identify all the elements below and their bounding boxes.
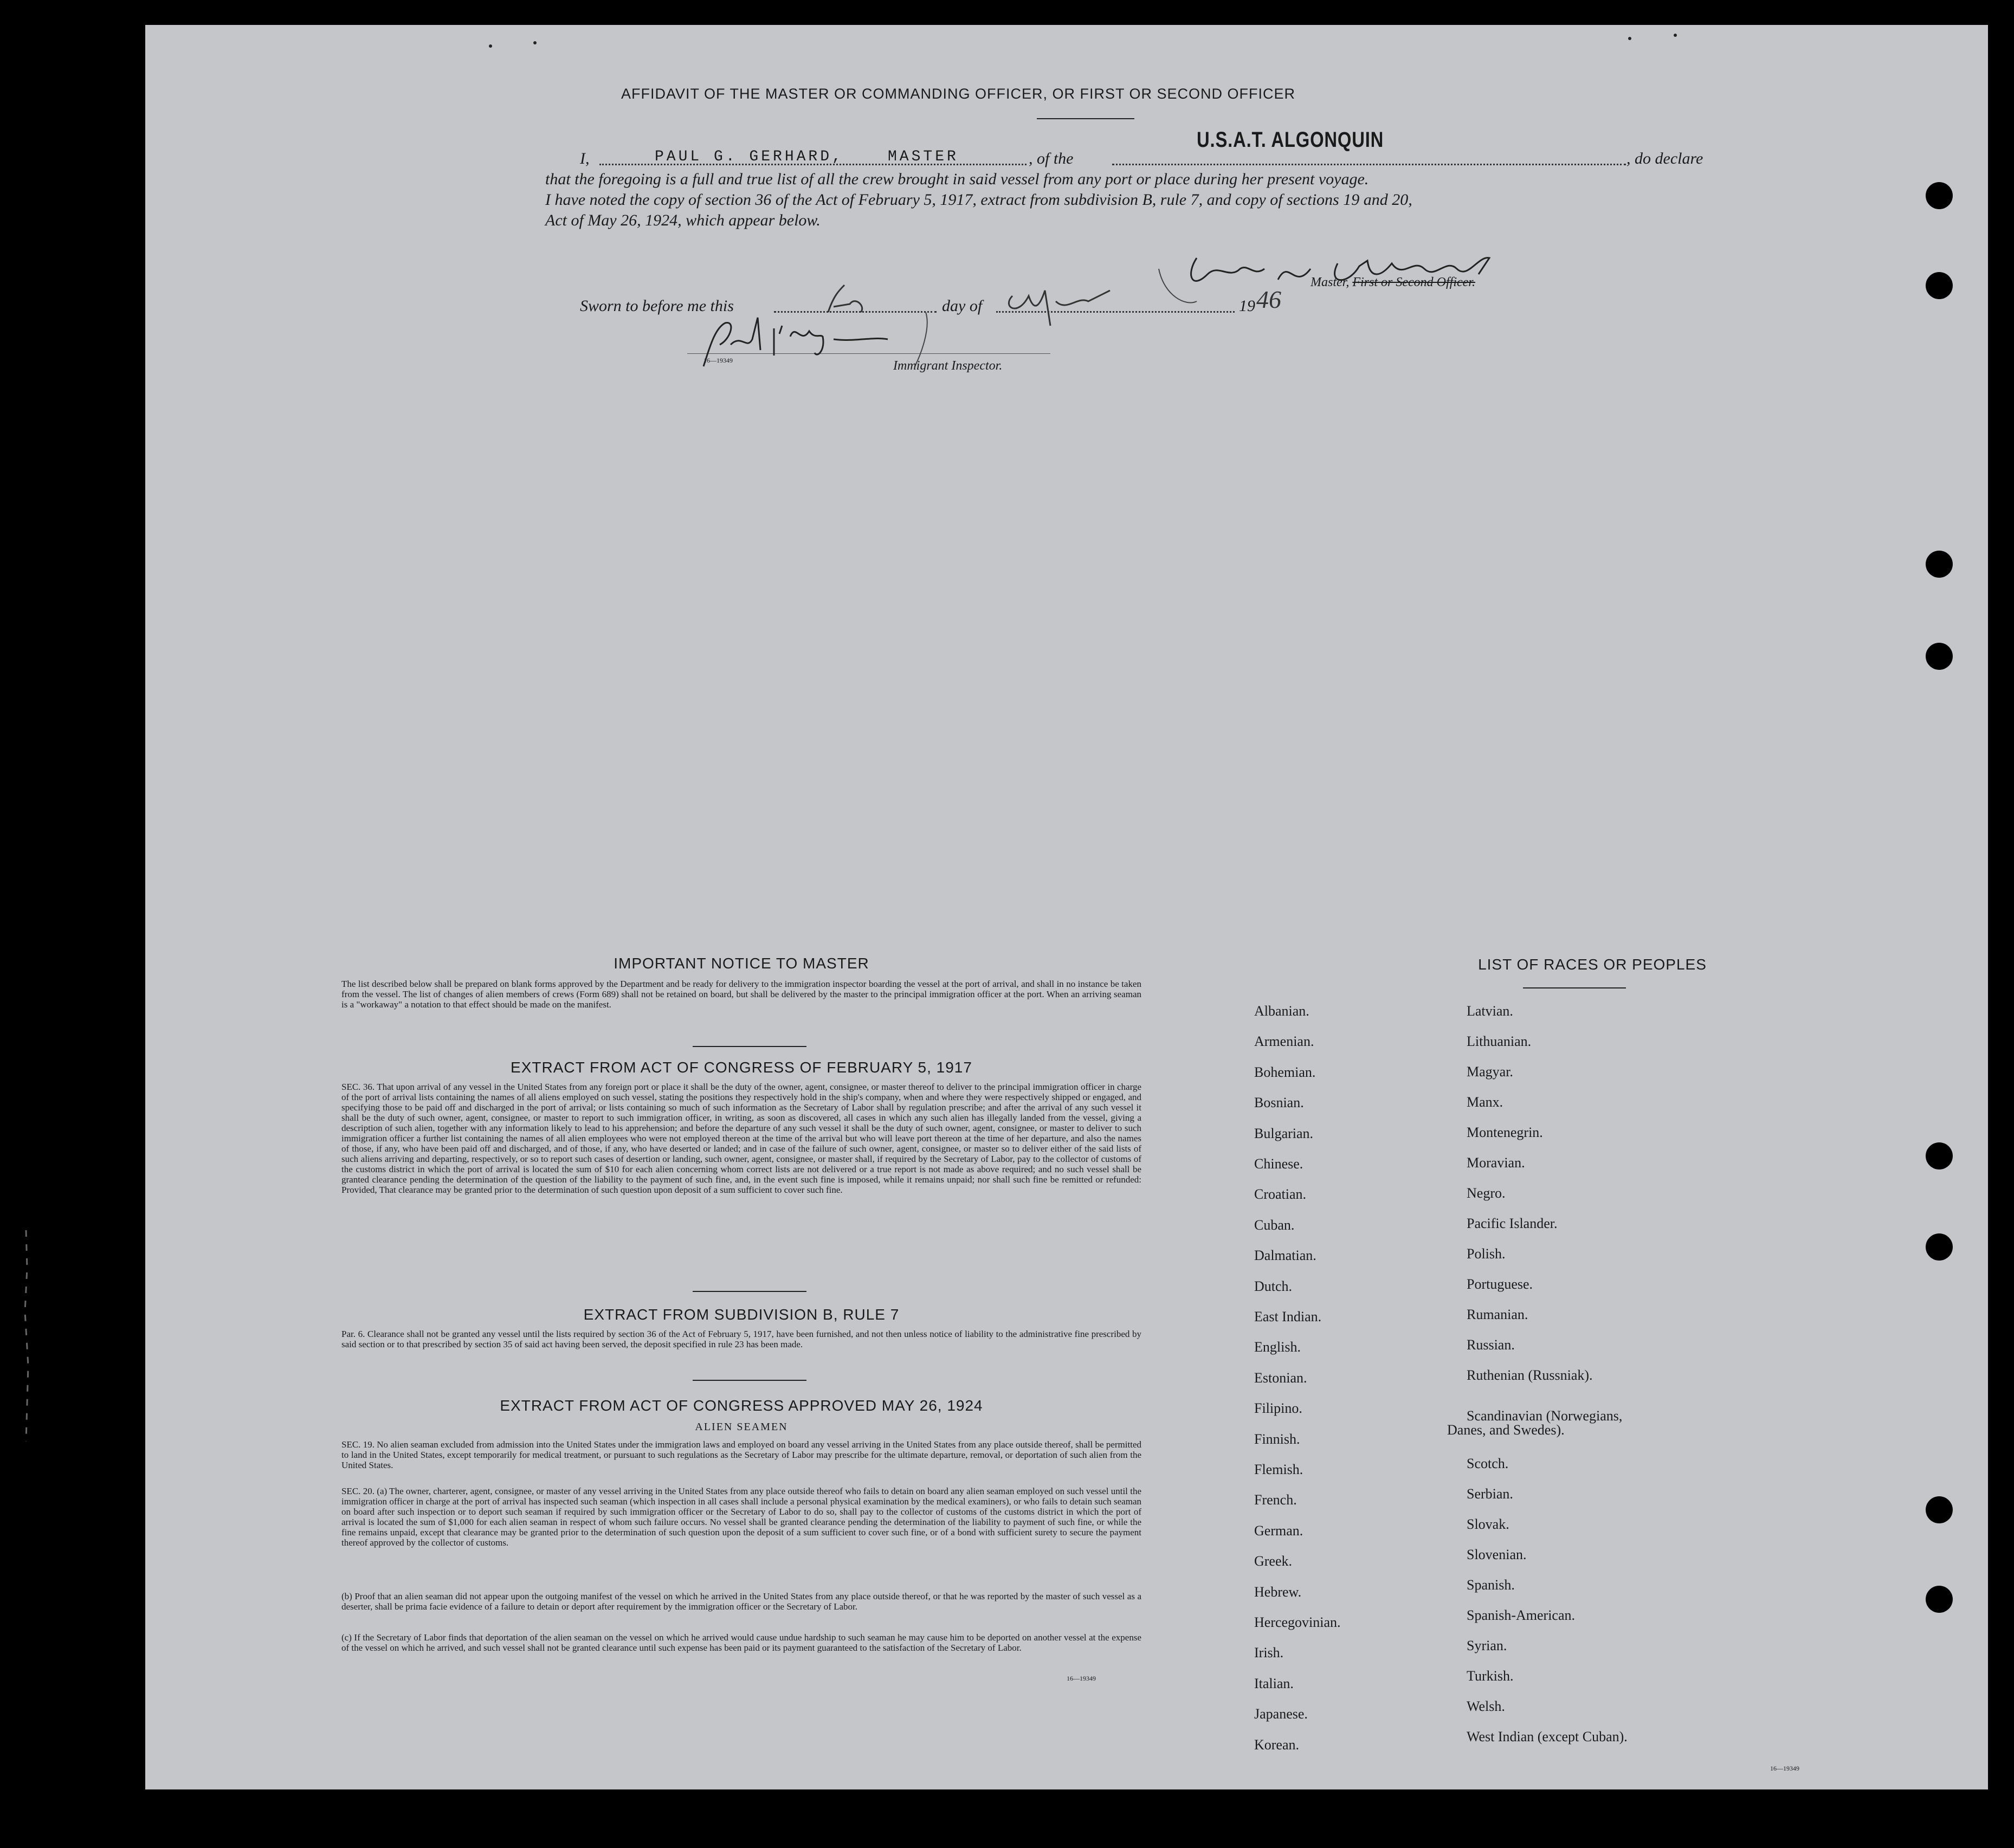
race-item: Latvian. [1467, 1003, 1513, 1019]
day-of-label: day of [942, 297, 983, 315]
extract-1917-title: EXTRACT FROM ACT OF CONGRESS OF FEBRUARY 5, 1917 [511, 1059, 972, 1076]
race-item: Scandinavian (Norwegians, [1467, 1408, 1623, 1424]
notice-title: IMPORTANT NOTICE TO MASTER [614, 955, 869, 972]
race-item: Manx. [1467, 1094, 1503, 1110]
affidavit-form-number: 16—19349 [703, 357, 733, 364]
year-prefix: 19 [1239, 297, 1255, 315]
race-item: Moravian. [1467, 1155, 1525, 1171]
race-item: Bulgarian. [1254, 1126, 1314, 1141]
race-item: Turkish. [1467, 1668, 1514, 1684]
race-item: Irish. [1254, 1645, 1284, 1660]
race-item: Spanish. [1467, 1577, 1515, 1593]
vessel-name: U.S.A.T. ALGONQUIN [1197, 128, 1384, 152]
race-item: Bohemian. [1254, 1064, 1316, 1080]
sec-19-text: SEC. 19. No alien seaman excluded from admission into the United States under the immigration laws and employed on board any vessel arriving in the United States from any place outside thereof, shall be permitted to land in the United States, except temporarily for medical treatment, or pursuant to such regulations as the Secretary of Labor may prescribe for the ultimate departure, removal, or deportation of such alien from the United States. [341, 1439, 1141, 1470]
race-item: Welsh. [1467, 1698, 1505, 1714]
race-item: Dalmatian. [1254, 1248, 1316, 1263]
race-item: Filipino. [1254, 1400, 1302, 1416]
subdivision-text: Par. 6. Clearance shall not be granted any vessel until the lists required by section 36 of the Act of February 5, 1917, have been furnished, and not then unless notice of liability to the administrative fine prescribed by said section or to that prescribed by section 35 of said act having been served, the deposit specified in rule 23 has been made. [341, 1329, 1141, 1349]
affidavit-line-2: that the foregoing is a full and true list of all the crew brought in said vessel from any port or place during her present voyage. [545, 170, 1369, 188]
master-name: PAUL G. GERHARD, [655, 148, 844, 165]
speck [1674, 34, 1677, 37]
do-declare-label: , do declare [1626, 150, 1703, 167]
race-item: Hercegovinian. [1254, 1614, 1341, 1630]
binder-hole [1926, 1586, 1953, 1613]
race-item: Magyar. [1467, 1064, 1513, 1080]
extract-1924-title: EXTRACT FROM ACT OF CONGRESS APPROVED MAY 26, 1924 [500, 1397, 983, 1414]
race-item: Estonian. [1254, 1370, 1307, 1386]
binder-hole [1926, 643, 1953, 670]
binder-hole [1926, 551, 1953, 578]
race-item: Montenegrin. [1467, 1125, 1543, 1140]
race-item: Serbian. [1467, 1486, 1513, 1502]
race-item: Cuban. [1254, 1217, 1295, 1233]
race-item: French. [1254, 1492, 1297, 1508]
vessel-line [1112, 164, 1626, 165]
race-item: Hebrew. [1254, 1584, 1302, 1600]
race-item: Croatian. [1254, 1186, 1307, 1202]
binder-hole [1926, 1496, 1953, 1523]
race-item: Danes, and Swedes). [1447, 1422, 1565, 1438]
year-handwritten: 46 [1256, 286, 1281, 313]
master-caption-master: Master, [1311, 275, 1350, 289]
race-item: Syrian. [1467, 1638, 1507, 1653]
inspector-caption: Immigrant Inspector. [893, 359, 1003, 373]
race-item: Slovak. [1467, 1516, 1509, 1532]
race-item: Ruthenian (Russniak). [1467, 1367, 1593, 1383]
race-item: Chinese. [1254, 1156, 1303, 1172]
divider [693, 1380, 806, 1381]
affidavit-line-4: Act of May 26, 1924, which appear below. [545, 211, 821, 229]
extract-form-number: 16—19349 [1067, 1675, 1096, 1682]
race-item: Greek. [1254, 1553, 1293, 1569]
races-form-number: 16—19349 [1770, 1765, 1799, 1772]
race-item: West Indian (except Cuban). [1467, 1729, 1628, 1744]
race-item: Dutch. [1254, 1278, 1293, 1294]
form-page [145, 25, 1988, 1789]
binder-hole [1926, 1142, 1953, 1169]
race-item: Spanish-American. [1467, 1607, 1576, 1623]
of-the-label: , of the [1029, 150, 1074, 167]
binder-hole [1926, 182, 1953, 209]
affidavit-i: I, [580, 150, 590, 167]
race-item: Finnish. [1254, 1431, 1300, 1447]
race-item: Armenian. [1254, 1033, 1314, 1049]
affidavit-line-3: I have noted the copy of section 36 of the Act of February 5, 1917, extract from subdivision B, rule 7, and copy of sections 19 and 20, [545, 191, 1412, 209]
extract-1917-text: SEC. 36. That upon arrival of any vessel in the United States from any foreign port or place it shall be the duty of the owner, agent, consignee, or master thereof to deliver to the principal immigration officer in charge of the port of arrival lists containing the names of all aliens employed on such vessel, stating the positions they respectively hold in the ship's company, when and where they were respectively shipped or engaged, and specifying those to be paid off and discharged in the port of arrival; or lists containing so much of such information as the Secretary of Labor shall by regulation prescribe; and after the arrival of any such vessel it shall be the duty of such owner, agent, consignee, or master to report to such immigration officer, in writing, as soon as discovered, all cases in which any such alien has illegally landed from the vessel, giving a description of such alien, together with any information likely to lead to his apprehension; and before the departure of any such vessel it shall be the duty of such owner, agent, consignee, or master to deliver to such immigration officer a further list containing the names of all alien employees who were not employed thereon at the time of the arrival but who will leave port thereon at the time of her departure, and also the names of those, if any, who have been paid off and discharged, and of those, if any, who have deserted or landed; and in case of the failure of such owner, agent, consignee, or master so to deliver either of the said lists of such aliens arriving and departing, respectively, or so to report such cases of desertion or landing, such owner, agent, consignee, or master shall, if required by the Secretary of Labor, pay to the collector of customs of the customs district in which the port of arrival is located the sum of $10 for each alien concerning whom correct lists are not delivered or a true report is not made as above required; and no such vessel shall be granted clearance pending the determination of the question of the liability to the payment of such fine, and, in the event such fine is imposed, while it remains unpaid; nor shall such fine be remitted or refunded: Provided, That clearance may be granted prior to the determination of such question upon deposit of a sum sufficient to cover such fine. [341, 1082, 1141, 1195]
race-item: Scotch. [1467, 1456, 1509, 1471]
race-item: Bosnian. [1254, 1095, 1304, 1110]
divider [1523, 987, 1626, 988]
speck [1628, 37, 1631, 40]
race-item: Flemish. [1254, 1462, 1303, 1477]
race-item: Pacific Islander. [1467, 1216, 1558, 1231]
race-item: Albanian. [1254, 1003, 1309, 1019]
race-item: Korean. [1254, 1737, 1300, 1753]
divider [693, 1046, 806, 1047]
master-caption-struck: First or Second Officer. [1352, 275, 1475, 289]
speck [533, 41, 537, 44]
race-item: Lithuanian. [1467, 1033, 1532, 1049]
race-item: Portuguese. [1467, 1276, 1533, 1292]
notice-text: The list described below shall be prepared on blank forms approved by the Department and be ready for delivery to the immigration inspector boarding the vessel at the port of arrival, and shall in no instance be taken from the vessel. The list of changes of alien members of crews (Form 689) shall not be retained on board, but shall be delivered by the master to the principal immigration officer at the port. When an arriving seaman is a "workaway" a notation to that effect should be made on the manifest. [341, 979, 1141, 1010]
race-item: Slovenian. [1467, 1547, 1527, 1562]
sec-20a-text: SEC. 20. (a) The owner, charterer, agent, consignee, or master of any vessel arriving in the United States from any place outside thereof who fails to detain on board any alien seaman employed on such vessel until the immigration officer in charge at the port of arrival has inspected such seaman (which inspection in all cases shall include a personal physical examination by the medical examiners), or who fails to detain such seaman on board after such inspection or to deport such seaman if required by such immigration officer or the Secretary of Labor to do so, shall pay to the collector of customs of the customs district in which the port of arrival is located the sum of $1,000 for each alien seaman in respect of whom such failure occurs. No vessel shall be granted clearance pending the determination of the liability to payment of such fine, or while the fine remains unpaid, except that clearance may be granted prior to the determination of such question upon the deposit of a sum sufficient to cover such fine, or of a bond with sufficient surety to secure the payment thereof approved by the collector of customs. [341, 1486, 1141, 1548]
sworn-label: Sworn to before me this [580, 297, 734, 315]
race-item: Japanese. [1254, 1706, 1308, 1722]
sec-20b-text: (b) Proof that an alien seaman did not appear upon the outgoing manifest of the vessel on which he arrived in the United States from any place outside thereof, or that he was reported by the master of such vessel as a deserter, shall be prima facie evidence of a failure to detain or deport after requirement by the immigration officer or the Secretary of Labor. [341, 1591, 1141, 1612]
sec-20c-text: (c) If the Secretary of Labor finds that deportation of the alien seaman on the vessel on which he arrived would cause undue hardship to such seaman he may cause him to be deported on another vessel at the expense of the vessel on which he arrived, and such vessel shall not be granted clearance until such expense has been paid or its payment guaranteed to the satisfaction of the Secretary of Labor. [341, 1632, 1141, 1653]
race-item: Italian. [1254, 1676, 1294, 1691]
alien-seamen-subtitle: ALIEN SEAMEN [695, 1421, 788, 1433]
race-item: English. [1254, 1339, 1301, 1355]
divider [1037, 118, 1134, 119]
race-item: Negro. [1467, 1185, 1506, 1201]
affidavit-title: AFFIDAVIT OF THE MASTER OR COMMANDING OFFICER, OR FIRST OR SECOND OFFICER [621, 86, 1296, 102]
race-item: Russian. [1467, 1337, 1515, 1353]
race-item: Polish. [1467, 1246, 1506, 1262]
master-rank: MASTER [888, 148, 959, 165]
binder-hole [1926, 1233, 1953, 1261]
races-title: LIST OF RACES OR PEOPLES [1478, 956, 1707, 973]
race-item: East Indian. [1254, 1309, 1322, 1324]
race-item: Rumanian. [1467, 1307, 1528, 1322]
scan-artifact [16, 1225, 38, 1452]
subdivision-title: EXTRACT FROM SUBDIVISION B, RULE 7 [583, 1306, 900, 1323]
divider [693, 1291, 806, 1292]
binder-hole [1926, 272, 1953, 299]
master-caption [1311, 275, 1475, 290]
race-item: German. [1254, 1523, 1303, 1539]
speck [489, 44, 492, 48]
